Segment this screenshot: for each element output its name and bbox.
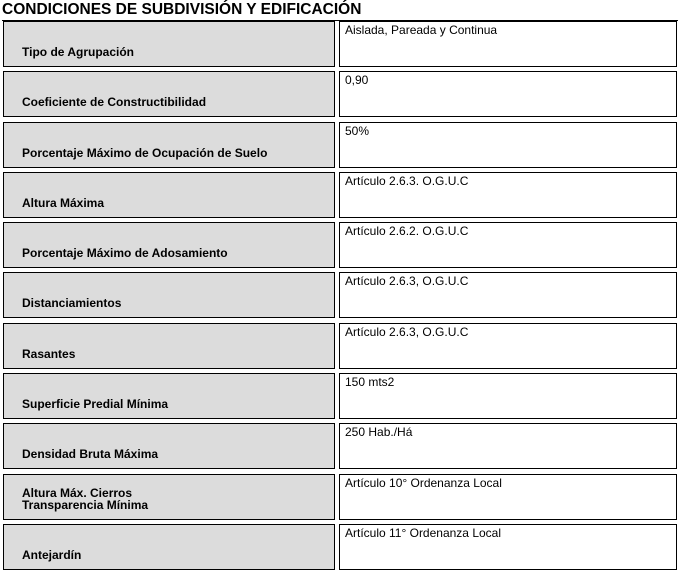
- row-label-text: Distanciamientos: [22, 296, 122, 311]
- row-value: Artículo 2.6.3, O.G.U.C: [339, 272, 677, 318]
- row-label-text: Densidad Bruta Máxima: [22, 447, 159, 462]
- row-label: [3, 122, 335, 168]
- row-label: [3, 172, 335, 218]
- row-label-text: Tipo de Agrupación: [22, 45, 135, 59]
- table-row: [0, 371, 680, 421]
- row-label: [3, 474, 335, 520]
- row-label-text: Altura Máx. Cierros: [22, 485, 133, 500]
- row-label: [3, 272, 335, 318]
- table-row: [0, 170, 680, 220]
- row-label-text: Rasantes: [22, 346, 76, 361]
- page-title: CONDICIONES DE SUBDIVISIÓN Y EDIFICACIÓN: [2, 0, 678, 21]
- row-value: Artículo 2.6.3. O.G.U.C: [339, 172, 677, 218]
- row-label-text: Coeficiente de Constructibilidad: [22, 95, 207, 110]
- row-value: 250 Hab./Há: [339, 423, 677, 469]
- row-label: [3, 524, 335, 570]
- row-label-text: Antejardín: [22, 547, 82, 562]
- row-label: [3, 71, 335, 117]
- row-label: [3, 423, 335, 469]
- table-row: [0, 69, 680, 119]
- row-label-text-line2: Transparencia Mínima: [22, 497, 149, 512]
- table-row: [0, 220, 680, 270]
- row-value: 50%: [339, 122, 677, 168]
- row-label-text: Porcentaje Máximo de Ocupación de Suelo: [22, 145, 268, 160]
- row-label: [3, 222, 335, 268]
- row-value: 150 mts2: [339, 373, 677, 419]
- row-value: Artículo 2.6.3, O.G.U.C: [339, 323, 677, 369]
- row-label-text: Superficie Predial Mínima: [22, 397, 169, 412]
- row-label: [3, 21, 335, 67]
- row-label: [3, 323, 335, 369]
- table-row: [0, 522, 680, 572]
- table-row: [0, 270, 680, 320]
- table-row: [0, 472, 680, 522]
- row-label: [3, 373, 335, 419]
- table-row: [0, 19, 680, 69]
- row-label-text: Altura Máxima: [22, 195, 105, 210]
- row-value: Artículo 2.6.2. O.G.U.C: [339, 222, 677, 268]
- row-value: 0,90: [339, 71, 677, 117]
- table-row: [0, 120, 680, 170]
- conditions-table: [0, 19, 680, 572]
- row-value: Aislada, Pareada y Continua: [339, 21, 677, 67]
- table-row: [0, 421, 680, 471]
- row-value: Artículo 11° Ordenanza Local: [339, 524, 677, 570]
- row-value: Artículo 10° Ordenanza Local: [339, 474, 677, 520]
- row-label-text: Porcentaje Máximo de Adosamiento: [22, 246, 228, 261]
- table-row: [0, 321, 680, 371]
